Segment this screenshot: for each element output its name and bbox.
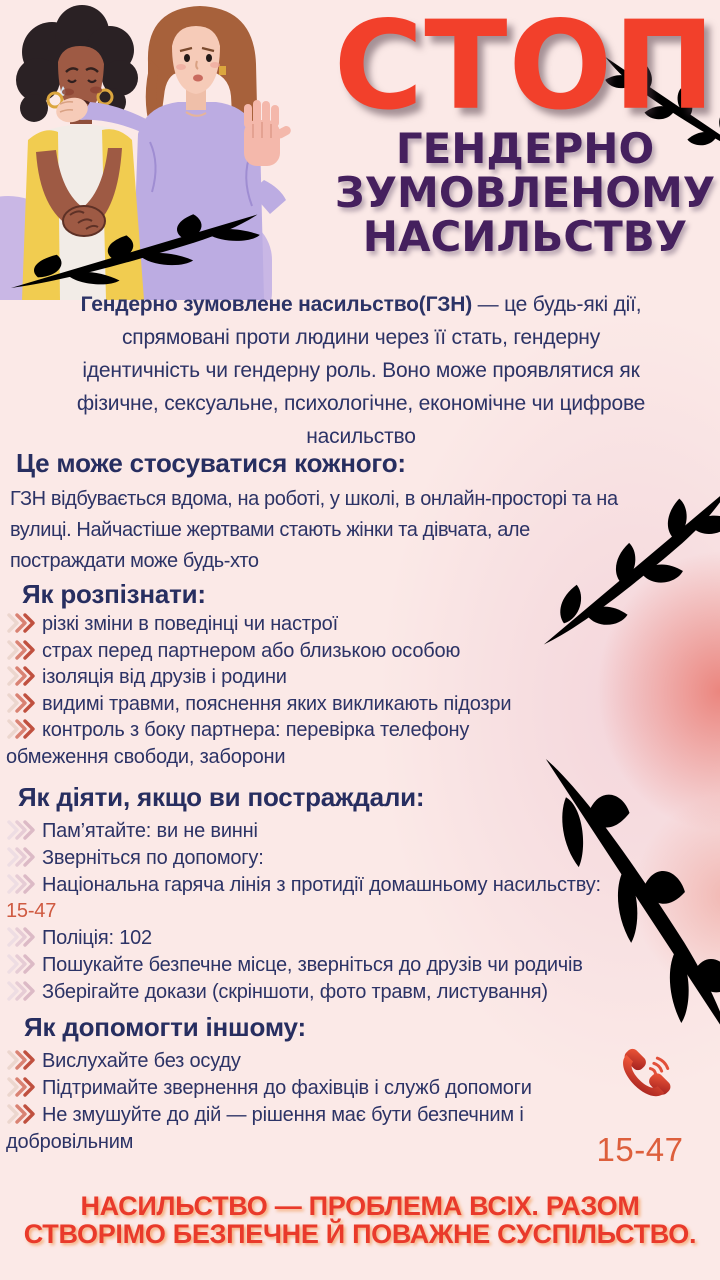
chevron-bullet-icon: [6, 847, 36, 867]
poster-subtitle: [330, 124, 720, 262]
section-heading-everyone: Це може стосуватися кожного:: [16, 448, 406, 478]
stop-title: СТОП: [333, 0, 717, 137]
list-item: страх перед партнером або близькою особою: [6, 638, 712, 665]
chevron-bullet-icon: [6, 927, 36, 947]
list-item: [6, 925, 712, 952]
intro-paragraph: Гендерно зумовлене насильство(ГЗН) — це будь-які дії, спрямовані проти людини через її стать, гендерну ідентичність чи гендерну роль. Воно може проявлятися як фізичне, сексуальне, психологічне, економічне чи цифрове насильство: [76, 293, 646, 448]
chevron-bullet-icon: [6, 666, 36, 686]
list-item: Зверніться по допомогу:: [6, 845, 712, 872]
help-list: [6, 1048, 596, 1156]
list-item: різкі зміни в поведінці чи настрої: [6, 611, 712, 638]
everyone-paragraph: ГЗН відбувається вдома, на роботі, у школі, в онлайн-просторі та на вулиці. Найчастіше жертвами стають жінки та дівчата, але постраждати може будь-хто: [10, 488, 618, 572]
act-list: [6, 818, 712, 1006]
list-item: Пам’ятайте: ви не винні: [6, 818, 712, 845]
chevron-bullet-icon: [6, 613, 36, 633]
gbv-term: Гендерно зумовлене насильство(ГЗН): [80, 293, 472, 316]
list-item: видимі травми, пояснення яких викликають підозри: [6, 691, 712, 718]
section-heading-help: Як допомогти іншому:: [24, 1012, 306, 1042]
list-item: Зберігайте докази (скріншоти, фото травм, листування): [6, 979, 712, 1006]
chevron-bullet-icon: [6, 719, 36, 739]
hotline-number: 15-47: [6, 900, 57, 923]
list-item: Національна гаряча лінія з протидії домашньому насильству: 15-47: [6, 872, 712, 926]
list-item: Вислухайте без осуду: [6, 1048, 596, 1075]
subtitle-line: НАСИЛЬСТВУ: [362, 212, 688, 262]
recognize-list: [6, 611, 712, 770]
phone-handset-icon: [601, 1046, 679, 1124]
chevron-bullet-icon: [6, 1077, 36, 1097]
police-number: Поліція: 102: [42, 927, 152, 950]
chevron-bullet-icon: [6, 981, 36, 1001]
list-item: Не змушуйте до дій — рішення має бути безпечним і добровільним: [6, 1104, 524, 1153]
chevron-bullet-icon: [6, 954, 36, 974]
list-item: ізоляція від друзів і родини: [6, 664, 712, 691]
chevron-bullet-icon: [6, 874, 36, 894]
list-item: Пошукайте безпечне місце, зверніться до друзів чи родичів: [6, 952, 712, 979]
section-heading-recognize: Як розпізнати:: [22, 579, 206, 609]
footer-slogan: НАСИЛЬСТВО — ПРОБЛЕМА ВСІХ. РАЗОМ СТВОРІМО БЕЗПЕЧНЕ Й ПОВАЖНЕ СУСПІЛЬСТВО.: [23, 1191, 697, 1249]
subtitle-line: ГЕНДЕРНО: [395, 124, 655, 174]
section-heading-act: Як діяти, якщо ви постраждали:: [18, 782, 425, 812]
subtitle-line: ЗУМОВЛЕНОМУ: [334, 168, 716, 218]
list-item: контроль з боку партнера: перевірка телефону обмеження свободи, заборони: [6, 719, 470, 768]
chevron-bullet-icon: [6, 1050, 36, 1070]
chevron-bullet-icon: [6, 640, 36, 660]
list-item: Підтримайте звернення до фахівців і служб допомоги: [6, 1075, 596, 1102]
chevron-bullet-icon: [6, 820, 36, 840]
chevron-bullet-icon: [6, 1104, 36, 1124]
hotline-phone-block: [582, 1046, 698, 1169]
phone-number: 15-47: [596, 1131, 684, 1168]
chevron-bullet-icon: [6, 693, 36, 713]
